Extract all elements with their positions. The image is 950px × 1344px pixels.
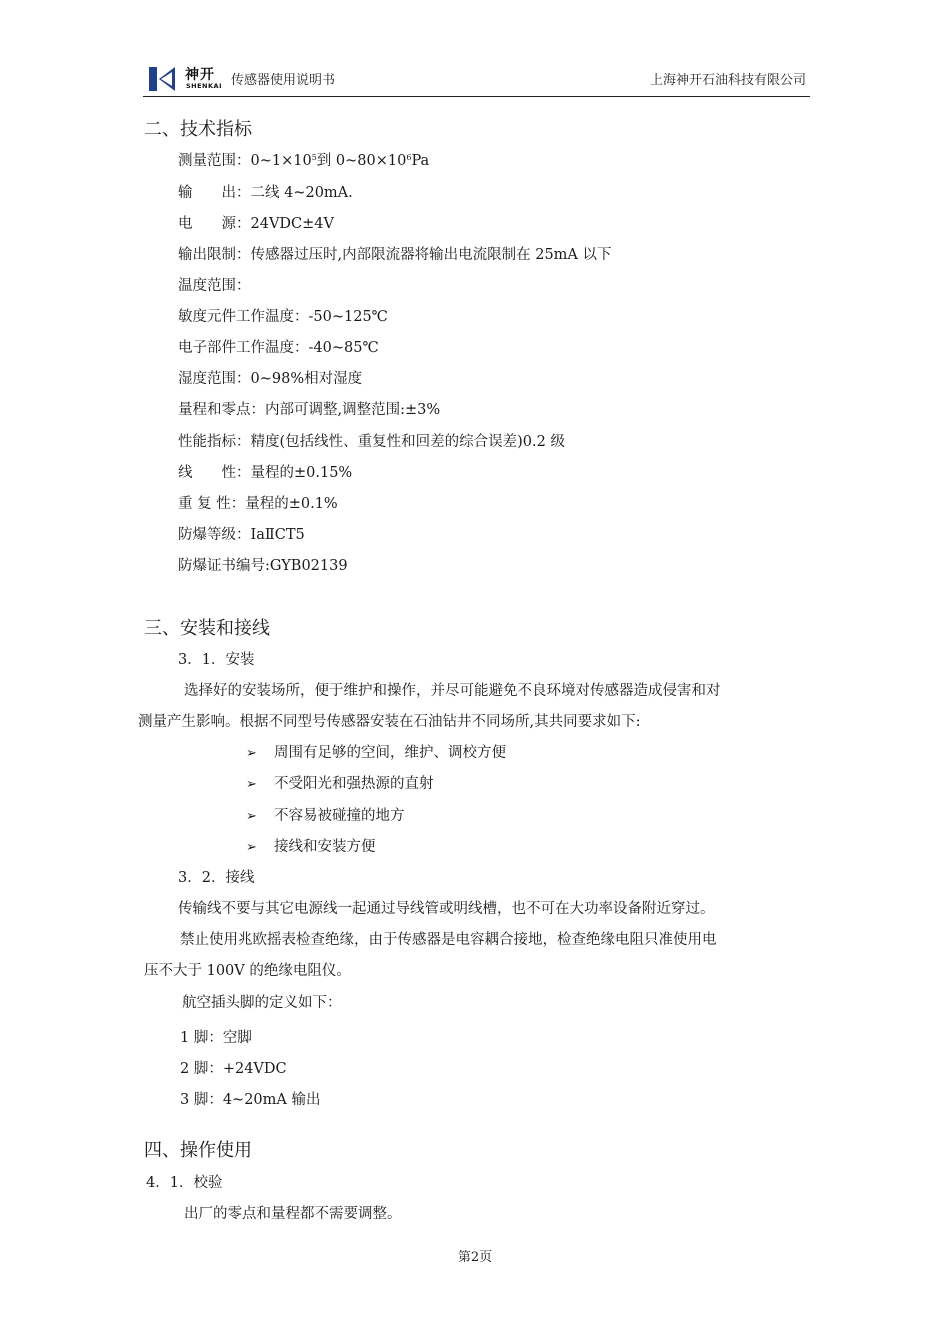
- spec-measure-range: [178, 151, 429, 171]
- pin-definition: 3 脚：4~20mA 输出: [180, 1092, 321, 1108]
- range-exponent-2: 6: [406, 153, 412, 162]
- spec-temp-sensor: 敏度元件工作温度：-50~125℃: [178, 309, 388, 325]
- spec-span-zero: 量程和零点：内部可调整,调整范围:±3%: [178, 402, 441, 418]
- spec-humidity: 湿度范围：0~98%相对湿度: [178, 371, 363, 387]
- spec-temp-electronics: 电子部件工作温度：-40~85℃: [178, 340, 379, 356]
- spec-output-limit: 输出限制：传感器过压时,内部限流器将输出电流限制在 25mA 以下: [178, 247, 612, 263]
- list-item: [246, 774, 434, 795]
- subsection-wiring: 3．2．接线: [178, 870, 255, 886]
- pin-definition: 1 脚：空脚: [180, 1030, 252, 1046]
- document-title: 传感器使用说明书: [231, 73, 336, 88]
- page-number: 第2页: [457, 1250, 493, 1265]
- pin-definition: 2 脚：+24VDC: [180, 1061, 287, 1077]
- spec-linearity: 线 性：量程的±0.15%: [178, 465, 353, 481]
- spec-performance: 性能指标：精度(包括线性、重复性和回差的综合误差)0.2 级: [178, 434, 565, 450]
- shenkai-logo-icon: [147, 64, 179, 94]
- section-title-operation: 四、操作使用: [144, 1140, 252, 1161]
- list-item-text: 接线和安装方便: [274, 839, 376, 855]
- list-item-text: 周围有足够的空间，维护、调校方便: [274, 745, 506, 761]
- spec-repeatability: 重 复 性：量程的±0.1%: [178, 496, 338, 512]
- spec-certificate: 防爆证书编号:GYB02139: [178, 558, 348, 574]
- brand-name-en: SHENKAI: [186, 82, 222, 90]
- spec-power: 电 源：24VDC±4V: [178, 216, 334, 232]
- range-exponent-1: 5: [311, 153, 317, 162]
- company-name: 上海神开石油科技有限公司: [649, 73, 806, 88]
- insulation-paragraph-line-1: 禁止使用兆欧摇表检查绝缘，由于传感器是电容耦合接地，检查绝缘电阻只准使用电: [180, 932, 717, 948]
- spec-explosion-grade: 防爆等级：IaⅡCT5: [178, 527, 305, 543]
- plug-definition-title: 航空插头脚的定义如下：: [182, 995, 342, 1011]
- page-header: [143, 62, 810, 97]
- spec-temp-title: 温度范围：: [178, 278, 251, 294]
- arrow-bullet-icon: ➢: [246, 777, 257, 792]
- list-item: [246, 743, 506, 764]
- section-title-install: 三、安装和接线: [144, 618, 270, 639]
- calibration-paragraph: 出厂的零点和量程都不需要调整。: [184, 1206, 402, 1222]
- brand-name: 神开: [185, 67, 215, 83]
- arrow-bullet-icon: ➢: [246, 809, 257, 824]
- subsection-calibration: 4．1．校验: [146, 1175, 223, 1191]
- list-item: [246, 837, 376, 858]
- list-item-text: 不容易被碰撞的地方: [274, 808, 405, 824]
- list-item: [246, 806, 405, 827]
- wiring-paragraph: 传输线不要与其它电源线一起通过导线管或明线槽，也不可在大功率设备附近穿过。: [178, 901, 715, 917]
- section-title-specs: 二、技术指标: [144, 119, 252, 140]
- install-paragraph-line-1: 选择好的安装场所，便于维护和操作，并尽可能避免不良环境对传感器造成侵害和对: [184, 683, 721, 699]
- range-prefix: 测量范围：0~1×10: [178, 153, 312, 169]
- install-paragraph-line-2: 测量产生影响。根据不同型号传感器安装在石油钻井不同场所,其共同要求如下:: [138, 714, 641, 730]
- arrow-bullet-icon: ➢: [246, 840, 257, 855]
- insulation-paragraph-line-2: 压不大于 100V 的绝缘电阻仪。: [144, 963, 351, 979]
- range-middle: 到 0~80×10: [316, 153, 407, 169]
- list-item-text: 不受阳光和强热源的直射: [274, 776, 434, 792]
- range-unit: Pa: [411, 153, 430, 169]
- subsection-install: 3．1．安装: [178, 652, 255, 668]
- arrow-bullet-icon: ➢: [246, 746, 257, 761]
- spec-output: 输 出：二线 4~20mA.: [178, 185, 353, 201]
